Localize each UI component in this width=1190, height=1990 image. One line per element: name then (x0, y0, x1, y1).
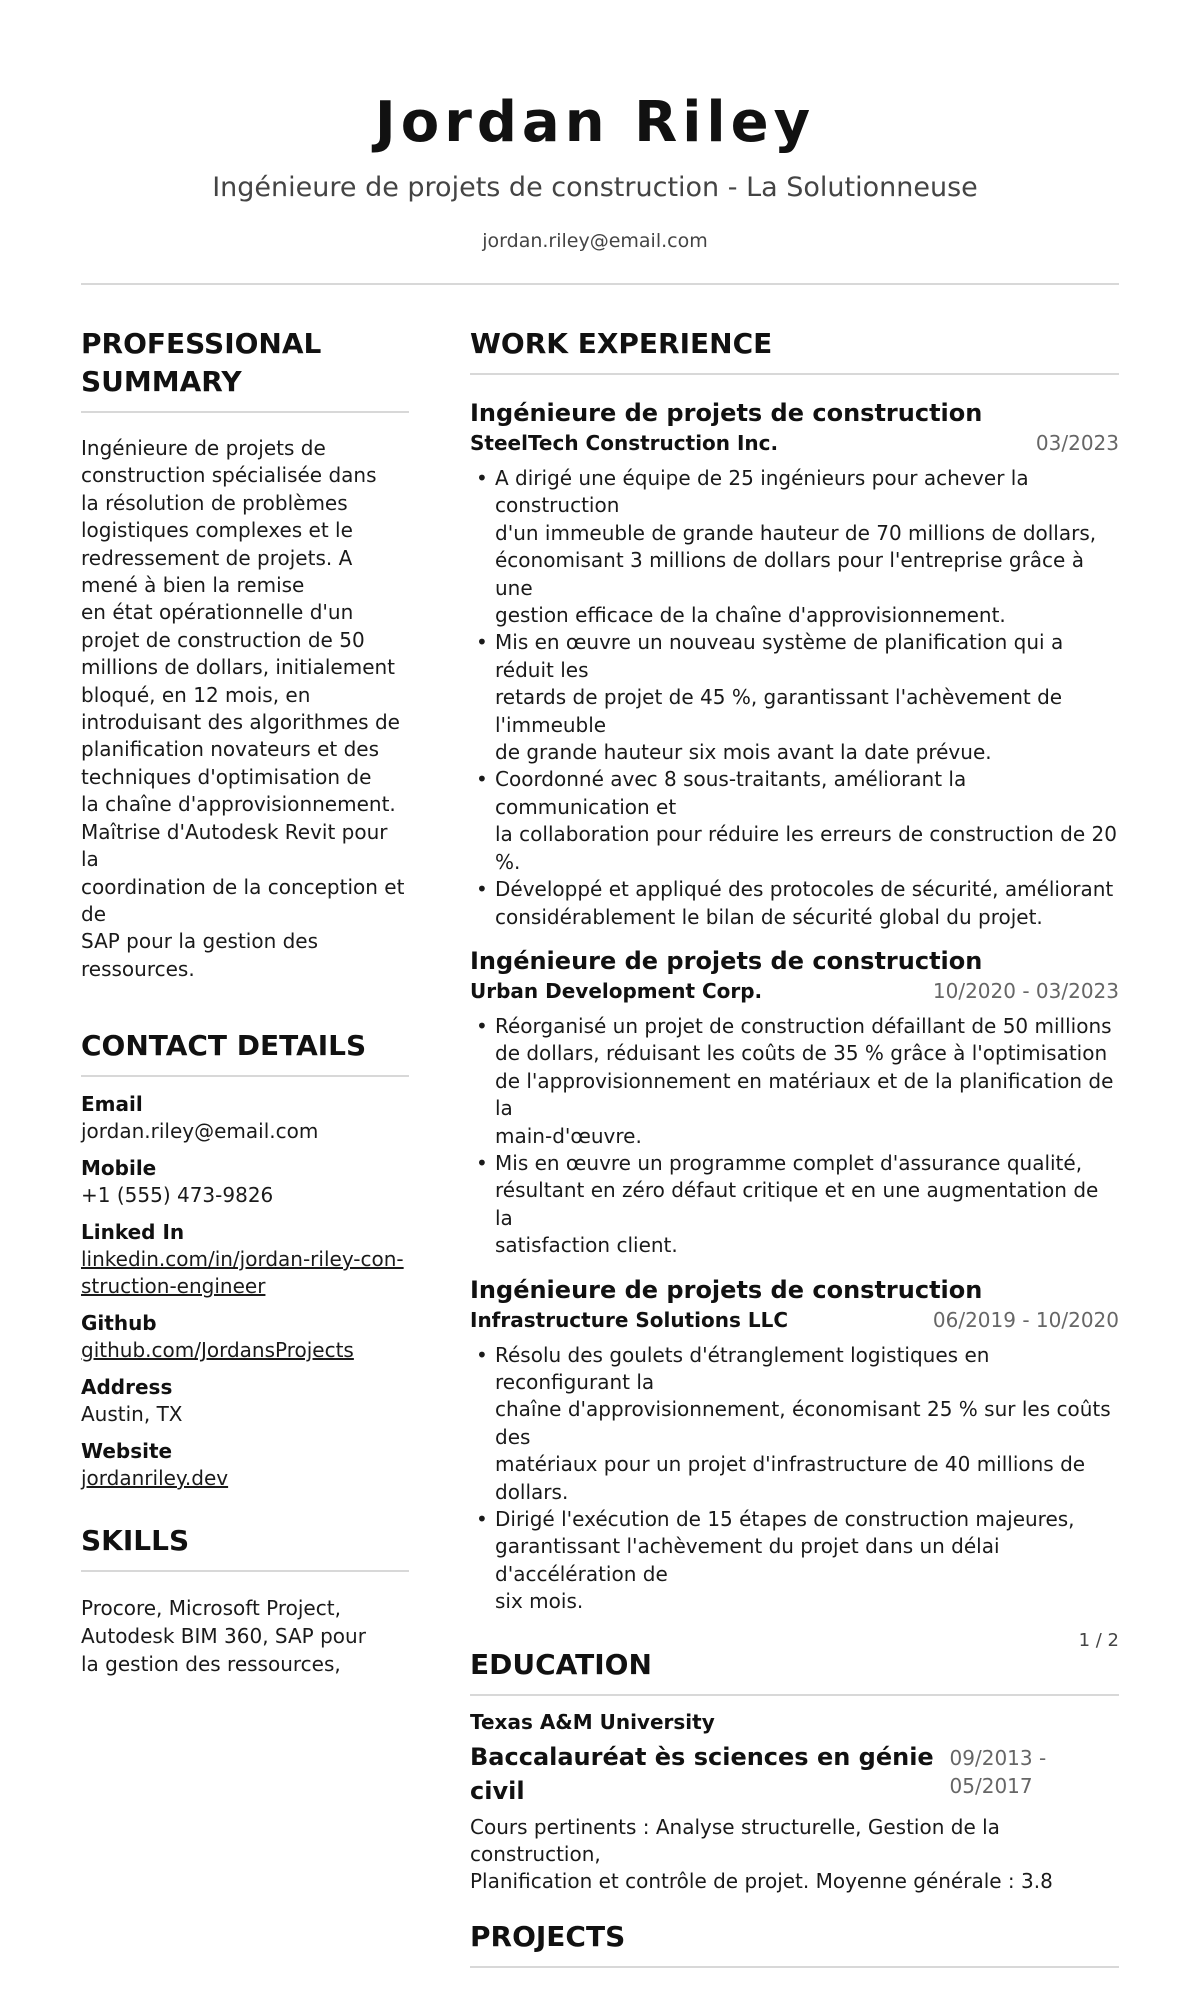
contact-title: CONTACT DETAILS (81, 1029, 367, 1063)
job-entry (470, 397, 1119, 931)
projects-divider (470, 1966, 1119, 1968)
job-bullet: • A dirigé une équipe de 25 ingénieurs pour achever la construction d'un immeuble de grande hauteur de 70 millions de dollars, économisant 3 millions de dollars pour l'entreprise grâce à une gestion efficace de la chaîne d'approvisionnement. (470, 465, 1119, 629)
summary-text: Ingénieure de projets de construction spécialisée dans la résolution de problèmes logistiques complexes et le redressement de projets. A mené à bien la remise en état opérationnelle d'un projet de construction de 50 millions de dollars, initialement bloqué, en 12 mois, en introduisant des algorithmes de planification novateurs et des techniques d'optimisation de la chaîne d'approvisionnement. Maîtrise d'Autodesk Revit pour la coordination de la conception et de SAP pour la gestion des ressources. (81, 436, 405, 981)
skills-title: SKILLS (81, 1524, 190, 1558)
job-date: 10/2020 - 03/2023 (932, 978, 1119, 1003)
job-title: Ingénieure de projets de construction (470, 399, 983, 427)
job-company: Urban Development Corp. (470, 978, 763, 1003)
email-value[interactable]: jordan.riley@email.com (81, 1119, 319, 1144)
education-degree: Baccalauréat ès sciences en génie civil (470, 1742, 934, 1805)
right-column (470, 325, 1119, 1990)
projects-section (470, 1918, 1119, 1968)
job-bullets (470, 465, 1119, 931)
mobile-value: +1 (555) 473-9826 (81, 1183, 274, 1208)
contact-divider (81, 1075, 409, 1077)
skills-text: Procore, Microsoft Project, Autodesk BIM 360, SAP pour la gestion des ressources, (81, 1596, 366, 1677)
job-title: Ingénieure de projets de construction (470, 946, 983, 975)
work-section (470, 325, 1119, 1616)
education-school: Texas A&M University (470, 1709, 715, 1734)
education-divider (470, 1694, 1119, 1696)
job-bullets (470, 1342, 1119, 1616)
job-company: Infrastructure Solutions LLC (470, 1307, 789, 1332)
summary-section (81, 325, 409, 983)
job-company: SteelTech Construction Inc. (470, 431, 779, 455)
mobile-label: Mobile (81, 1156, 157, 1181)
linkedin-link[interactable]: linkedin.com/in/jordan-riley-con- struction-engineer (81, 1247, 404, 1299)
github-label: Github (81, 1311, 157, 1336)
left-column (81, 325, 409, 1678)
job-bullet: • Coordonné avec 8 sous-traitants, améliorant la communication et la collaboration pour réduire les erreurs de construction de 20 %. (470, 766, 1119, 876)
education-date: 09/2013 - 05/2017 (949, 1745, 1047, 1798)
projects-title: PROJECTS (470, 1919, 626, 1953)
education-title: EDUCATION (470, 1647, 652, 1681)
linkedin-label: Linked In (81, 1220, 185, 1245)
job-bullet: • Mis en œuvre un nouveau système de planification qui a réduit les retards de projet de 45 %, garantissant l'achèvement de l'immeuble de grande hauteur six mois avant la date prévue. (470, 629, 1119, 766)
education-section (470, 1646, 1119, 1896)
education-description: Cours pertinents : Analyse structurelle, Gestion de la construction, Planification et contrôle de projet. Moyenne générale : 3.8 (470, 1814, 1053, 1894)
github-link[interactable]: github.com/JordansProjects (81, 1338, 354, 1363)
job-bullet: • Mis en œuvre un programme complet d'assurance qualité, résultant en zéro défaut critique et en une augmentation de la satisfaction client. (470, 1150, 1119, 1260)
job-date: 03/2023 (1035, 431, 1119, 455)
address-value: Austin, TX (81, 1402, 183, 1427)
summary-divider (81, 411, 409, 413)
skills-section (81, 1522, 409, 1678)
header-email[interactable]: jordan.riley@email.com (482, 230, 708, 252)
summary-title: PROFESSIONAL SUMMARY (81, 327, 322, 398)
job-bullet: • Développé et appliqué des protocoles de sécurité, améliorant considérablement le bilan de sécurité global du projet. (470, 876, 1119, 931)
job-bullets (470, 1013, 1119, 1260)
contact-section (81, 1027, 409, 1492)
website-link[interactable]: jordanriley.dev (81, 1466, 229, 1491)
email-label: Email (81, 1092, 143, 1117)
page-number: 1 / 2 (1078, 1630, 1119, 1651)
job-bullet: • Résolu des goulets d'étranglement logistiques en reconfigurant la chaîne d'approvisionnement, économisant 25 % sur les coûts des matériaux pour un projet d'infrastructure de 40 millions de dollars. (470, 1342, 1119, 1506)
candidate-subtitle: Ingénieure de projets de construction - La Solutionneuse (212, 172, 978, 203)
job-entry (470, 1274, 1119, 1616)
candidate-name: Jordan Riley (374, 90, 816, 155)
job-bullet: • Dirigé l'exécution de 15 étapes de construction majeures, garantissant l'achèvement du projet dans un délai d'accélération de six mois. (470, 1506, 1119, 1616)
job-entry (470, 945, 1119, 1260)
address-label: Address (81, 1375, 173, 1400)
skills-divider (81, 1570, 409, 1572)
work-title: WORK EXPERIENCE (470, 327, 773, 360)
job-title: Ingénieure de projets de construction (470, 1275, 983, 1304)
job-bullet: • Réorganisé un projet de construction défaillant de 50 millions de dollars, réduisant les coûts de 35 % grâce à l'optimisation de l'approvisionnement en matériaux et de la planification de la main-d'œuvre. (470, 1013, 1119, 1150)
job-date: 06/2019 - 10/2020 (932, 1307, 1119, 1332)
work-divider (470, 373, 1119, 375)
header-divider (81, 283, 1119, 285)
website-label: Website (81, 1439, 173, 1464)
